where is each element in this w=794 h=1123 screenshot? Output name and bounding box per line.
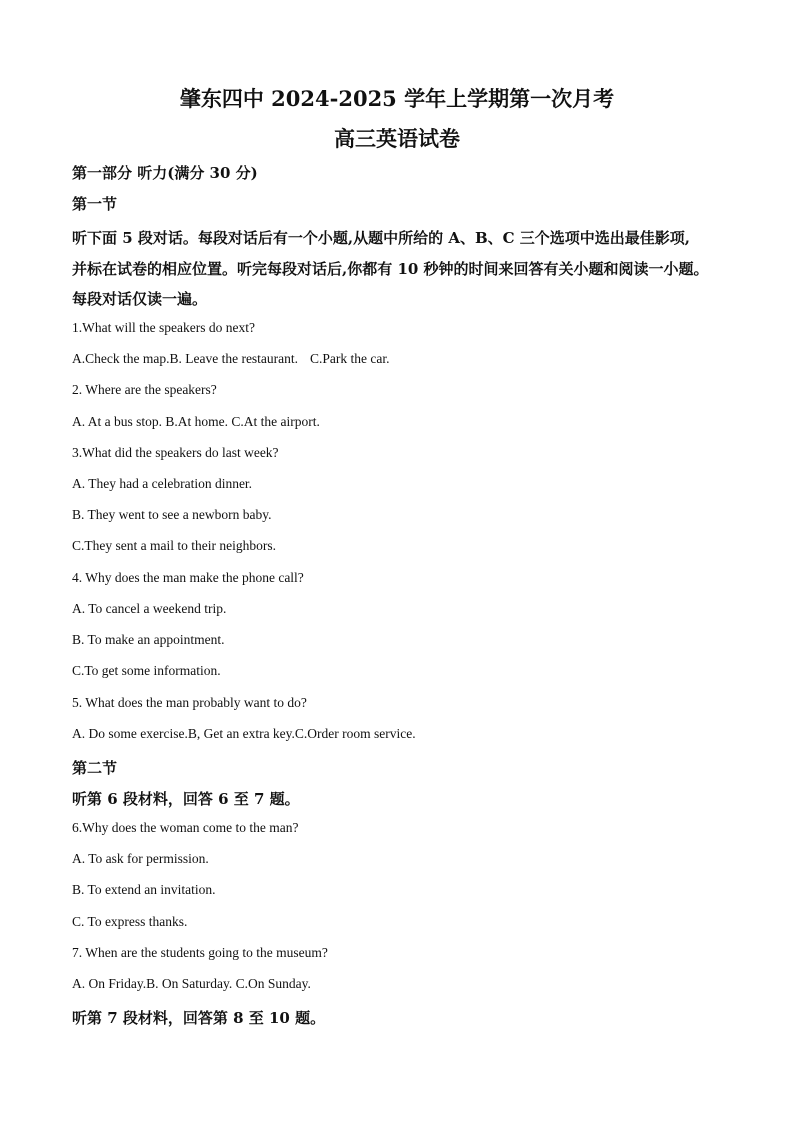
- section1-heading: 第一节: [72, 195, 118, 213]
- q2-question: 2. Where are the speakers?: [72, 382, 217, 397]
- q3-option-a: A. They had a celebration dinner.: [72, 476, 253, 491]
- q5-options: A. Do some exercise.B, Get an extra key.C.Order room service.: [72, 726, 416, 741]
- q4-option-c: C.To get some information.: [72, 663, 221, 678]
- material7-instruction: 听第 7 段材料，回答第 8 至 10 题。: [72, 1009, 326, 1027]
- q7-options: A. On Friday.B. On Saturday. C.On Sunday.: [72, 976, 311, 991]
- q3-question: 3.What did the speakers do last week?: [72, 445, 279, 460]
- q6-option-b: B. To extend an invitation.: [72, 882, 216, 897]
- q4-option-a: A. To cancel a weekend trip.: [72, 601, 227, 616]
- q7-question: 7. When are the students going to the museum?: [72, 945, 328, 960]
- section2-heading: 第二节: [72, 759, 118, 777]
- section1-instruction-line3: 每段对话仅读一遍。: [72, 290, 208, 308]
- material6-instruction: 听第 6 段材料，回答 6 至 7 题。: [72, 790, 300, 808]
- q4-option-b: B. To make an appointment.: [72, 632, 225, 647]
- q6-option-c: C. To express thanks.: [72, 914, 188, 929]
- exam-title: 肇东四中 2024-2025 学年上学期第一次月考: [179, 86, 615, 111]
- q2-options: A. At a bus stop. B.At home. C.At the airport.: [72, 414, 320, 429]
- q4-question: 4. Why does the man make the phone call?: [72, 570, 304, 585]
- q1-question: 1.What will the speakers do next?: [72, 320, 255, 335]
- q5-question: 5. What does the man probably want to do?: [72, 695, 307, 710]
- exam-subtitle: 高三英语试卷: [334, 126, 460, 151]
- q1-options-a-b: A.Check the map.B. Leave the restaurant.: [72, 351, 299, 366]
- part1-heading: 第一部分 听力(满分 30 分): [72, 164, 258, 182]
- q3-option-c: C.They sent a mail to their neighbors.: [72, 538, 276, 553]
- q1-option-c: C.Park the car.: [310, 351, 390, 366]
- q6-question: 6.Why does the woman come to the man?: [72, 820, 299, 835]
- section1-instruction-line1: 听下面 5 段对话。每段对话后有一个小题,从题中所给的 A、B、C 三个选项中选出最佳影项,: [72, 229, 691, 247]
- q3-option-b: B. They went to see a newborn baby.: [72, 507, 272, 522]
- q6-option-a: A. To ask for permission.: [72, 851, 209, 866]
- section1-instruction-line2: 并标在试卷的相应位置。听完每段对话后,你都有 10 秒钟的时间来回答有关小题和阅读一小题。: [72, 260, 709, 278]
- q1-options: [72, 351, 390, 367]
